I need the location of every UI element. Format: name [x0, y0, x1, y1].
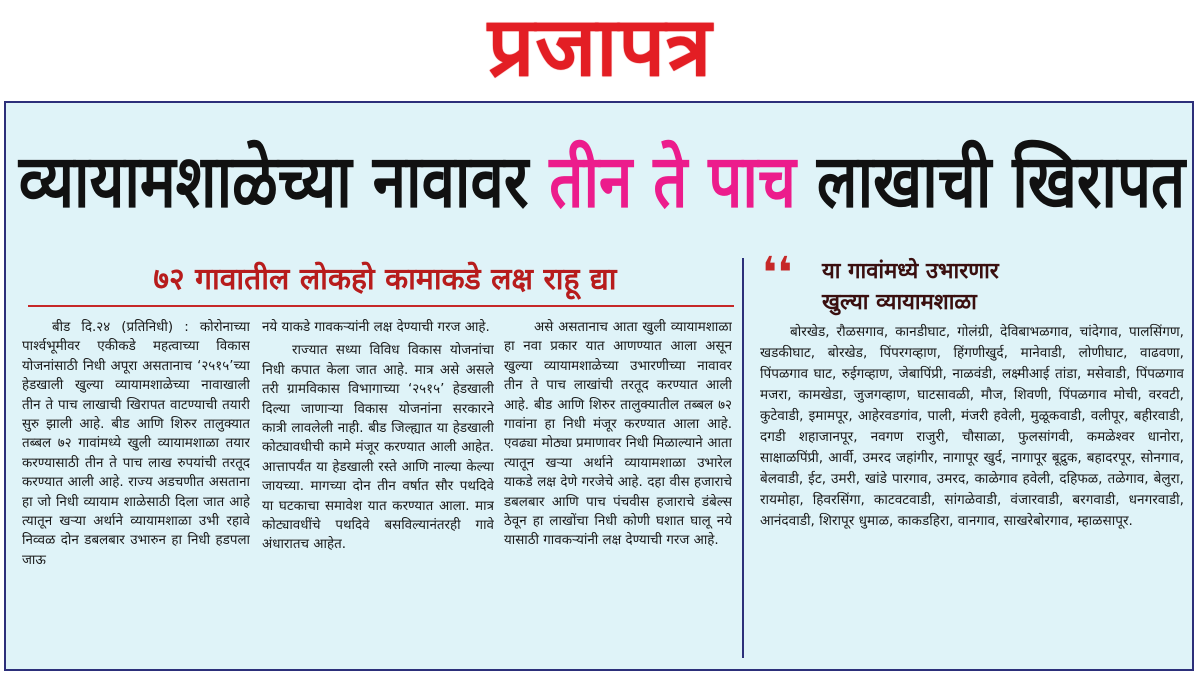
headline-part-2: लाखाची खिरापत — [816, 139, 1186, 225]
headline-highlight: तीन ते पाच — [549, 139, 797, 225]
headline — [12, 127, 1192, 237]
subheadline-underline — [28, 305, 734, 307]
article-paragraph: बीड दि.२४ (प्रतिनिधी) : कोरोनाच्या पार्श्वभूमीवर एकीकडे महत्वाच्या विकास योजनांसाठी निधी अपूरा असतानाच ‘२५१५’च्या हेडखाली खुल्या व्यायामशाळेच्या नावाखाली तीन ते पाच लाखाची खिरापत वाटण्याची तयारी सुरु झाली आहे. बीड आणि शिरुर तालुक्यात तब्बल ७२ गावांमध्ये खुली व्यायामशाळा तयार करण्यासाठी तीन ते पाच लाख रुपयांची तरतूद करण्यात आली आहे. राज्य अडचणीत असताना हा जो निधी व्यायाम शाळेसाठी दिला जात आहे त्यातून खऱ्या अर्थाने व्यायामशाळा उभी रहावे निव्वळ दोन डबलबार उभारुन हा निधी हडपला जाऊ — [22, 320, 250, 568]
headline-part-1: व्यायामशाळेच्या नावावर — [18, 139, 529, 225]
article-paragraph: राज्यात सध्या विविध विकास योजनांचा निधी कपात केला जात आहे. मात्र असे असले तरी ग्रामविकास विभागाच्या ‘२५१५’ हेडखाली दिल्या जाणाऱ्या विकास योजनांना सरकारने कात्री लावलेली नाही. बीड जिल्ह्यात या हेडखाली कोट्यावधीची कामे मंजूर करण्यात आली आहेत. आत्तापर्यंत या हेडखाली रस्ते आणि नाल्या केल्या जायच्या. मागच्या दोन तीन वर्षात सौर पथदिवे या घटकाचा समावेश यात करण्यात आला. मात्र कोट्यावधींचे पथदिवे बसविल्यानंतरही गावे अंधारातच आहेत. — [262, 343, 494, 553]
sidebar-title-line-1: या गावांमध्ये उभारणार — [822, 259, 999, 284]
village-list: बोरखेड, रौळसगाव, कानडीघाट, गोलंग्री, देविबाभळगाव, चांदेगाव, पालसिंगण, खडकीघाट, बोरखेड, पिंपरगव्हाण, हिंगणीखुर्द, मानेवाडी, लोणीघाट, वाढवणा, पिंपळगाव घाट, रुईगव्हाण, जेबापिंप्री, नाळवंडी, लक्ष्मीआई तांडा, मसेवाडी, पिंपळगाव मजरा, कामखेडा, जुजगव्हाण, घाटसावळी, मौज, शिवणी, पिंपळगाव मोची, वरवटी, कुटेवाडी, इमामपूर, आहेरवडगांव, पाली, मंजरी हवेली, मुळूकवाडी, वलीपूर, बहीरवाडी, दगडी शहाजानपूर, नवगण राजुरी, चौसाळा, फुलसांगवी, कमळेश्वर धानोरा, साक्षाळपिंप्री, आर्वी, उमरद जहांगीर, नागापूर खुर्द, नागापूर बूद्रुक, बहादरपूर, सोनगाव, बेलवाडी, ईट, उमरी, खांडे पारगाव, उमरद, काळेगाव हवेली, दहिफळ, तळेगाव, बेलुरा, रायमोहा, हिवरसिंगा, काटवटवाडी, सांगळेवाडी, वंजारवाडी, बरगवाडी, धनगरवाडी, आनंदवाडी, शिरापूर धुमाळ, काकडहिरा, वानगाव, साखरेबोरगाव, म्हाळसापूर. — [760, 324, 1184, 529]
article-column-3 — [504, 318, 732, 663]
sidebar-title-line-2: खुल्या व्यायामशाळा — [822, 290, 977, 315]
subheadline: ७२ गावातील लोकहो कामाकडे लक्ष राहू द्या — [153, 262, 617, 297]
sidebar-title — [822, 256, 1182, 318]
column-divider — [742, 258, 744, 658]
article-column-1 — [22, 318, 250, 663]
article-paragraph: नये याकडे गावकऱ्यांनी लक्ष देण्याची गरज आहे. — [262, 320, 490, 335]
article-column-2 — [262, 318, 494, 663]
quote-mark-icon: ❛❛ — [762, 248, 793, 299]
article-paragraph: असे असतानाच आता खुली व्यायामशाळा हा नवा प्रकार यात आणण्यात आला असून खुल्या व्यायामशाळेच्या उभारणीच्या नावावर तीन ते पाच लाखांची तरतूद करण्यात आली आहे. बीड आणि शिरुर तालुक्यातील तब्बल ७२ गावांना हा निधी मंजूर करण्यात आला आहे. एवढ्या मोठ्या प्रमाणावर निधी मिळाल्याने आता त्यातून खऱ्या अर्थाने व्यायामशाळा उभारेल याकडे लक्ष देणे गरजेचे आहे. दहा वीस हजाराचे डबलबार आणि पाच पंचवीस हजाराचे डंबेल्स ठेवून हा लाखोंचा निधी कोणी घशात घालू नये यासाठी गावकऱ्यांनी लक्ष देण्याची गरज आहे. — [504, 320, 732, 549]
masthead-title: प्रजापत्र — [487, 0, 713, 95]
